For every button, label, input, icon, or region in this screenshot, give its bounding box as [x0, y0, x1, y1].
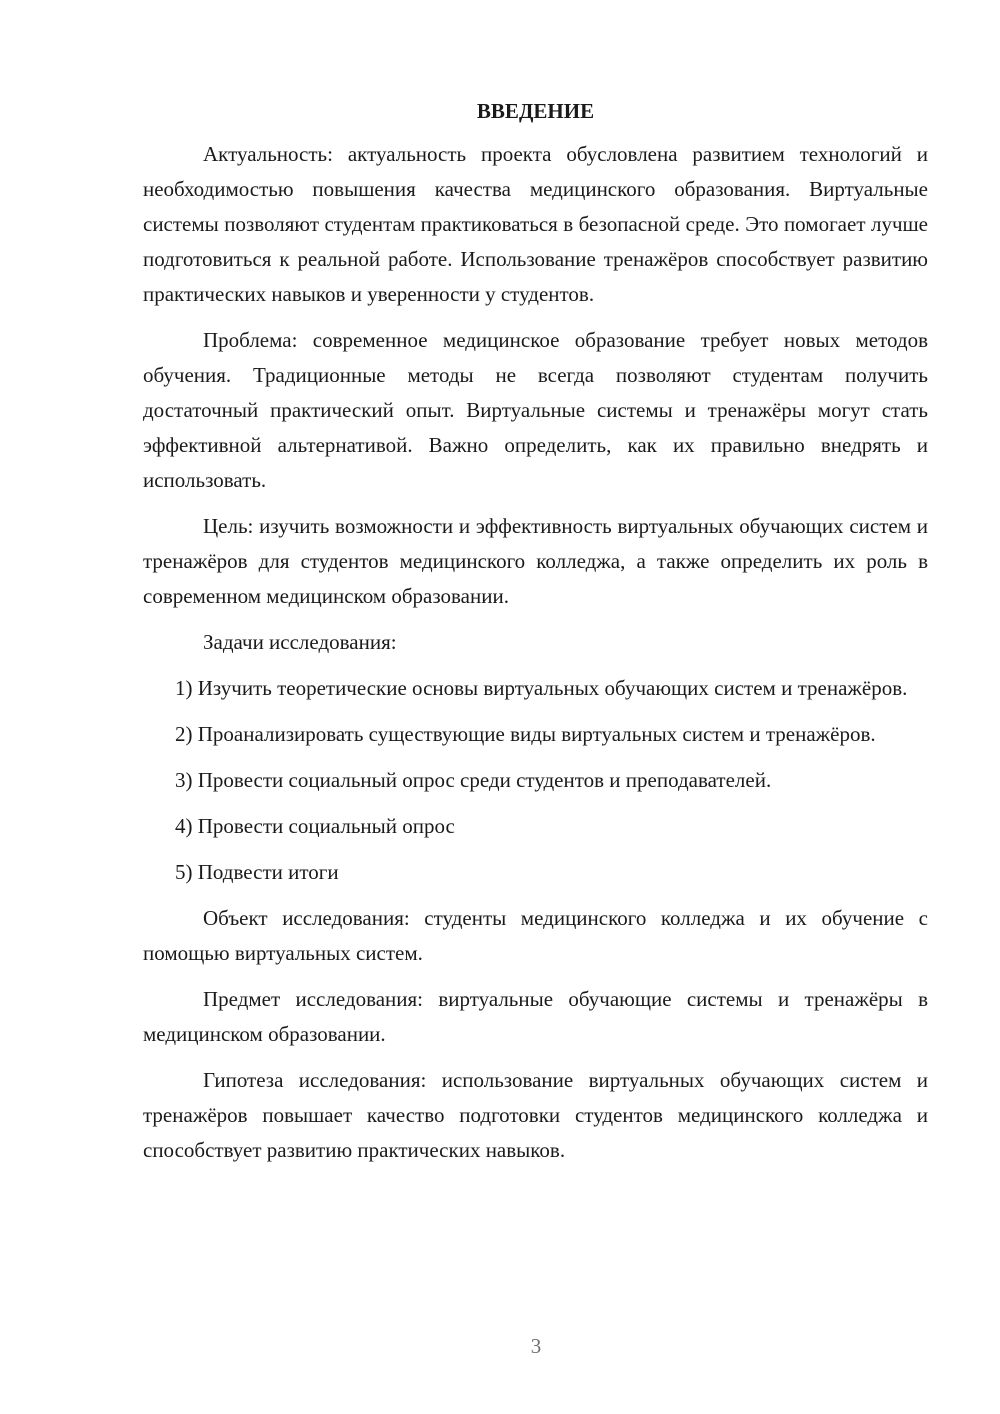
- paragraph-research-subject: Предмет исследования: виртуальные обучающие системы и тренажёры в медицинском образовании.: [143, 987, 928, 1046]
- paragraph-research-object: Объект исследования: студенты медицинского колледжа и их обучение с помощью виртуальных систем.: [143, 906, 928, 965]
- task-item-5: 5) Подвести итоги: [175, 860, 339, 884]
- task-item-3: 3) Провести социальный опрос среди студентов и преподавателей.: [175, 768, 772, 792]
- page-number: 3: [530, 1334, 542, 1358]
- paragraph-problem: Проблема: современное медицинское образование требует новых методов обучения. Традиционные методы не всегда позволяют студентам получить достаточный практический опыт. Виртуальные системы и тренажёры могут стать эффективной альтернативой. Важно определить, как их правильно внедрять и использовать.: [143, 328, 928, 492]
- paragraph-goal: Цель: изучить возможности и эффективность виртуальных обучающих систем и тренажёров для студентов медицинского колледжа, а также определить их роль в современном медицинском образовании.: [143, 514, 928, 608]
- document-page: [143, 96, 928, 1179]
- paragraph-tasks-heading: Задачи исследования:: [203, 630, 397, 654]
- paragraph-hypothesis: Гипотеза исследования: использование виртуальных обучающих систем и тренажёров повышает качество подготовки студентов медицинского колледжа и способствует развитию практических навыков.: [143, 1068, 928, 1162]
- task-item-4: 4) Провести социальный опрос: [175, 814, 455, 838]
- paragraph-relevance: Актуальность: актуальность проекта обусловлена развитием технологий и необходимостью повышения качества медицинского образования. Виртуальные системы позволяют студентам практиковаться в безопасной среде. Это помогает лучше подготовиться к реальной работе. Использование тренажёров способствует развитию практических навыков и уверенности у студентов.: [143, 142, 928, 306]
- task-item-2: 2) Проанализировать существующие виды виртуальных систем и тренажёров.: [175, 722, 876, 746]
- task-item-1: 1) Изучить теоретические основы виртуальных обучающих систем и тренажёров.: [175, 676, 908, 700]
- section-title: ВВЕДЕНИЕ: [476, 99, 595, 123]
